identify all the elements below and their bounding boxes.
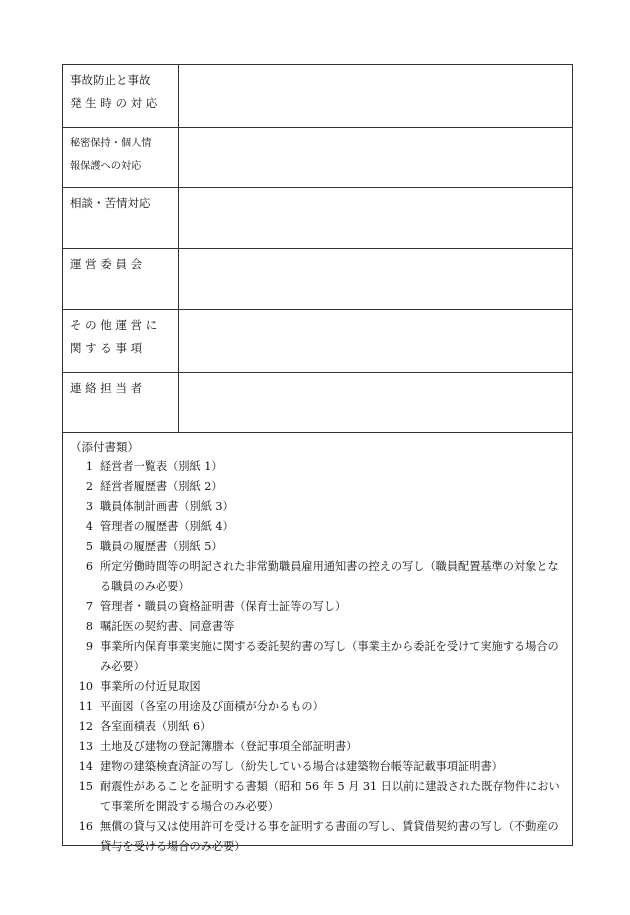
list-item bbox=[70, 757, 572, 777]
item-number: 8 bbox=[85, 620, 93, 633]
row-label-consultation bbox=[63, 188, 179, 249]
item-text: 事業所の付近見取図 bbox=[100, 680, 201, 693]
item-number: 5 bbox=[85, 540, 93, 553]
item-text: 耐震性があることを証明する書類（昭和 56 年 5 月 31 日以前に建設された既存物件において事業所を開設する場合のみ必要） bbox=[100, 780, 560, 813]
item-number: 7 bbox=[85, 600, 93, 613]
table-row bbox=[63, 188, 573, 249]
value-cell-privacy[interactable] bbox=[179, 128, 573, 188]
item-text: 無償の貸与又は使用許可を受ける事を証明する書面の写し、賃貸借契約書の写し（不動産の貸与を受ける場合のみ必要） bbox=[100, 820, 559, 853]
list-item bbox=[70, 637, 572, 677]
form-sheet bbox=[62, 64, 573, 853]
item-number: 9 bbox=[85, 640, 93, 653]
item-number: 11 bbox=[78, 700, 93, 713]
value-cell-committee[interactable] bbox=[179, 249, 573, 310]
row-label-other bbox=[63, 310, 179, 373]
row-label-accident bbox=[63, 65, 179, 128]
list-item bbox=[70, 517, 572, 537]
list-item bbox=[70, 697, 572, 717]
label-line: 報保護への対応 bbox=[70, 161, 142, 172]
label-line: 関 す る 事 項 bbox=[70, 341, 143, 355]
item-number: 3 bbox=[85, 500, 93, 513]
table-row bbox=[63, 128, 573, 188]
value-cell-consultation[interactable] bbox=[179, 188, 573, 249]
item-number: 14 bbox=[78, 760, 93, 773]
table-row bbox=[63, 310, 573, 373]
item-number: 1 bbox=[85, 460, 93, 473]
item-text: 各室面積表（別紙 6） bbox=[100, 720, 212, 733]
item-text: 嘱託医の契約書、同意書等 bbox=[100, 620, 235, 633]
label-line: 相談・苦情対応 bbox=[70, 196, 151, 210]
item-text: 土地及び建物の登記簿謄本（登記事項全部証明書） bbox=[100, 740, 358, 753]
table-row bbox=[63, 249, 573, 310]
item-text: 経営者一覧表（別紙 1） bbox=[100, 460, 223, 473]
label-line: 発 生 時 の 対 応 bbox=[70, 96, 158, 110]
item-text: 建物の建築検査済証の写し（紛失している場合は建築物台帳等記載事項証明書） bbox=[100, 760, 503, 773]
item-text: 平面図（各室の用途及び面積が分かるもの） bbox=[100, 700, 324, 713]
row-label-committee bbox=[63, 249, 179, 310]
operations-table bbox=[62, 64, 573, 433]
item-text: 管理者の履歴書（別紙 4） bbox=[100, 520, 234, 533]
list-item bbox=[70, 777, 572, 817]
attachments-section bbox=[62, 433, 573, 853]
list-item bbox=[70, 537, 572, 557]
value-cell-contact[interactable] bbox=[179, 373, 573, 433]
list-item bbox=[70, 817, 572, 857]
item-number: 16 bbox=[78, 820, 93, 833]
list-item bbox=[70, 617, 572, 637]
item-text: 事業所内保育事業実施に関する委託契約書の写し（事業主から委託を受けて実施する場合のみ必要） bbox=[100, 640, 559, 673]
item-number: 2 bbox=[85, 480, 93, 493]
list-item bbox=[70, 677, 572, 697]
attachments-list bbox=[70, 457, 572, 857]
item-text: 管理者・職員の資格証明書（保育士証等の写し） bbox=[100, 600, 347, 613]
list-item bbox=[70, 737, 572, 757]
list-item bbox=[70, 457, 572, 477]
label-line: そ の 他 運 営 に bbox=[70, 318, 158, 332]
label-line: 秘密保持・個人情 bbox=[70, 138, 152, 149]
label-line: 事故防止と事故 bbox=[70, 73, 151, 87]
item-number: 10 bbox=[78, 680, 93, 693]
table-row bbox=[63, 373, 573, 433]
list-item bbox=[70, 597, 572, 617]
item-number: 12 bbox=[78, 720, 93, 733]
list-item bbox=[70, 477, 572, 497]
item-number: 15 bbox=[78, 780, 93, 793]
item-number: 6 bbox=[85, 560, 93, 573]
row-label-privacy bbox=[63, 128, 179, 188]
table-row bbox=[63, 65, 573, 128]
attachments-heading: （添付書類） bbox=[70, 440, 139, 454]
list-item bbox=[70, 717, 572, 737]
item-text: 所定労働時間等の明記された非常勤職員雇用通知書の控えの写し（職員配置基準の対象となる職員のみ必要） bbox=[100, 560, 559, 593]
row-label-contact bbox=[63, 373, 179, 433]
item-text: 職員体制計画書（別紙 3） bbox=[100, 500, 234, 513]
label-line: 連 絡 担 当 者 bbox=[70, 381, 143, 395]
value-cell-accident[interactable] bbox=[179, 65, 573, 128]
label-line: 運 営 委 員 会 bbox=[70, 257, 143, 271]
item-number: 4 bbox=[85, 520, 93, 533]
list-item bbox=[70, 497, 572, 517]
list-item bbox=[70, 557, 572, 597]
value-cell-other[interactable] bbox=[179, 310, 573, 373]
item-number: 13 bbox=[78, 740, 93, 753]
item-text: 職員の履歴書（別紙 5） bbox=[100, 540, 223, 553]
item-text: 経営者履歴書（別紙 2） bbox=[100, 480, 223, 493]
